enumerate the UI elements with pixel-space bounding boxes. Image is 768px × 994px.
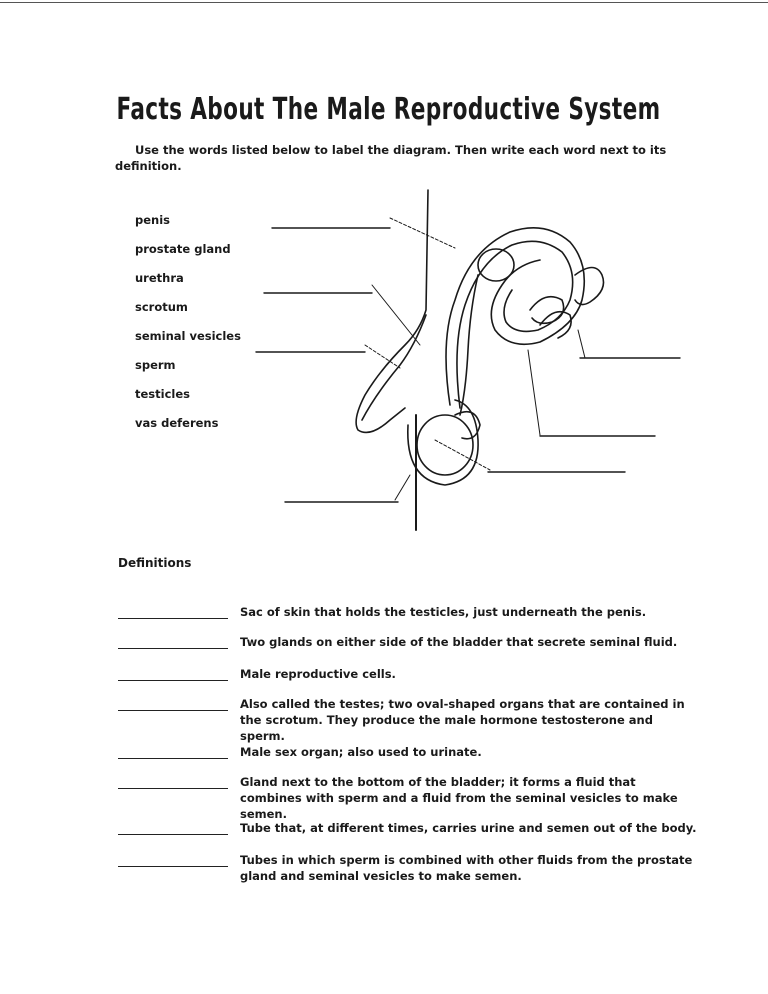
leader-line: [390, 218, 455, 248]
seminal-vesicle-curl: [530, 297, 564, 324]
leader-line: [578, 330, 585, 358]
leader-line: [395, 475, 410, 500]
definition-text: Male sex organ; also used to urinate.: [240, 745, 482, 759]
page-edge-line: [0, 2, 768, 3]
worksheet-title: Facts About The Male Reproductive System: [116, 92, 661, 127]
word-bank-item: testicles: [135, 387, 190, 401]
word-bank: [135, 212, 241, 444]
answer-blank[interactable]: [118, 710, 228, 711]
answer-blank[interactable]: [118, 866, 228, 867]
definition-text: Gland next to the bottom of the bladder; it forms a fluid that combines with sperm and a fluid from the seminal vesicles to make semen.: [240, 775, 678, 821]
leader-line: [528, 350, 540, 435]
answer-blank[interactable]: [118, 680, 228, 681]
word-bank-item: scrotum: [135, 300, 188, 314]
word-bank-item: sperm: [135, 358, 176, 372]
answer-blank[interactable]: [118, 788, 228, 789]
word-bank-item: prostate gland: [135, 242, 231, 256]
definition-text: Tubes in which sperm is combined with other fluids from the prostate gland and seminal vesicles to make semen.: [240, 853, 693, 883]
definition-text: Male reproductive cells.: [240, 667, 396, 681]
seminal-vesicle-shape: [575, 268, 604, 305]
answer-blank[interactable]: [118, 618, 228, 619]
instructions-text: Use the words listed below to label the diagram. Then write each word next to its definition.: [115, 143, 667, 173]
definitions-heading: Definitions: [118, 556, 192, 570]
definition-text: Sac of skin that holds the testicles, just underneath the penis.: [240, 605, 647, 619]
word-bank-item: urethra: [135, 271, 184, 285]
answer-blank[interactable]: [118, 758, 228, 759]
answer-blank[interactable]: [118, 648, 228, 649]
word-bank-item: vas deferens: [135, 416, 219, 430]
reproductive-system-diagram: [240, 180, 690, 540]
leader-line: [372, 285, 420, 345]
leader-line: [435, 440, 490, 470]
definition-text: Tube that, at different times, carries urine and semen out of the body.: [240, 821, 697, 835]
definition-text: Also called the testes; two oval-shaped organs that are contained in the scrotum. They produce the male hormone testosterone and sperm.: [240, 697, 685, 743]
body-outline: [356, 190, 428, 432]
prostate-gland-shape: [478, 249, 514, 281]
word-bank-item: penis: [135, 213, 171, 227]
scrotum-outline: [408, 400, 478, 485]
definition-text: Two glands on either side of the bladder that secrete seminal fluid.: [240, 635, 678, 649]
word-bank-item: seminal vesicles: [135, 329, 241, 343]
vas-deferens-inner: [457, 241, 573, 408]
answer-blank[interactable]: [118, 834, 228, 835]
